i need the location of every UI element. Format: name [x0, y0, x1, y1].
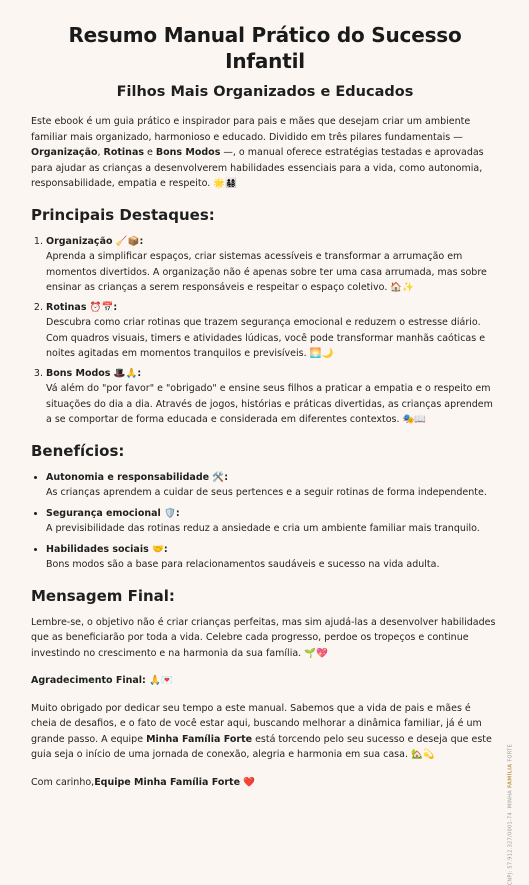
benefit-title: Autonomia e responsabilidade 🛠️: [46, 471, 228, 483]
benefits-list [31, 470, 499, 573]
intro-paragraph [31, 114, 499, 192]
brand-name: Minha Família Forte [146, 733, 253, 745]
benefit-description: Bons modos são a base para relacionamentos saudáveis e sucesso na vida adulta. [46, 559, 440, 570]
intro-separator: , [97, 147, 104, 158]
sidebar-watermark [507, 744, 513, 885]
highlights-heading: Principais Destaques: [31, 205, 215, 224]
thanks-heading: Agradecimento Final: 🙏💌 [31, 675, 173, 686]
intro-text: —, o manual oferece estratégias testadas e aprovadas para ajudar as crianças a desenvolverem habilidades essenciais para a vida, como autonomia, responsabilidade, empatia e respeito. 🌟👨‍👩‍👧‍👦 [31, 147, 484, 189]
highlight-description: Descubra como criar rotinas que trazem segurança emocional e reduzem o estresse diário. Com quadros visuais, timers e atividades lúdicas, você pode transformar manhãs caóticas e noites agitadas em momentos tranquilos e previsíveis. 🌅🌙 [46, 317, 486, 359]
intro-text: Este ebook é um guia prático e inspirador para pais e mães que desejam criar um ambiente familiar mais organizado, harmonioso e educado. Dividido em três pilares fundamentais — [31, 116, 471, 143]
intro-separator: e [144, 147, 156, 158]
final-message-paragraph: Lembre-se, o objetivo não é criar crianças perfeitas, mas sim ajudá-las a desenvolver habilidades que as beneficiarão por toda a vida. Celebre cada progresso, perdoe os tropeços e continue investindo no crescimento e na harmonia da sua família. 🌱💖 [31, 616, 496, 659]
sidebar-brand: MINHA [507, 788, 513, 809]
thanks-text: Muito obrigado por dedicar seu tempo a este manual. Sabemos que a vida de pais e mães é cheia de desafios, e o fato de você estar aqui, buscando melhorar a dinâmica familiar, já é um grande passo. A equipe [31, 702, 482, 745]
sidebar-brand: FORTE [507, 744, 513, 764]
benefit-item [46, 470, 499, 501]
benefits-heading: Benefícios: [31, 441, 125, 460]
highlight-title: Organização 🧹📦: [46, 235, 144, 247]
highlights-list [31, 234, 499, 428]
document-subtitle: Filhos Mais Organizados e Educados [116, 84, 414, 100]
benefit-item [46, 506, 499, 537]
intro-pillar-bons-modos: Bons Modos [155, 147, 221, 158]
benefit-description: A previsibilidade das rotinas reduz a ansiedade e cria um ambiente familiar mais tranquilo. [46, 523, 480, 534]
sidebar-brand-accent: FAMÍLIA [507, 763, 513, 789]
highlight-item [46, 366, 499, 428]
thanks-text: está torcendo pelo seu sucesso e deseja que este guia seja o início de uma jornada de conexão, alegria e harmonia em sua casa. 🏡💫 [31, 733, 492, 760]
highlight-description: Aprenda a simplificar espaços, criar sistemas acessíveis e transformar a arrumação em momentos divertidos. A organização não é apenas sobre ter uma casa arrumada, mas sobre ensinar as crianças a serem responsáveis e respeitar o espaço coletivo. 🏠✨ [46, 251, 487, 293]
intro-pillar-organizacao: Organização [31, 147, 98, 158]
document-title: Resumo Manual Prático do Sucesso Infantil [68, 23, 462, 73]
highlight-title: Rotinas ⏰📅: [46, 301, 118, 313]
final-message-heading: Mensagem Final: [31, 586, 175, 605]
highlight-item [46, 234, 499, 296]
thanks-paragraph [31, 701, 499, 763]
signoff [31, 775, 499, 791]
benefit-description: As crianças aprendem a cuidar de seus pertences e a seguir rotinas de forma independente. [46, 487, 487, 498]
highlight-item [46, 300, 499, 362]
highlight-title: Bons Modos 🎩🙏: [46, 367, 142, 379]
benefit-title: Habilidades sociais 🤝: [46, 543, 168, 555]
highlight-description: Vá além do "por favor" e "obrigado" e ensine seus filhos a praticar a empatia e o respeito em situações do dia a dia. Através de jogos, histórias e práticas divertidas, as crianças aprendem a se comportar de forma educada e considerada em diferentes contextos. 🎭📖 [46, 383, 493, 425]
cnpj-text: CNPJ: 57.912.327/0001-74 [507, 812, 513, 885]
benefit-item [46, 542, 499, 573]
intro-pillar-rotinas: Rotinas [103, 147, 145, 158]
signoff-text: Com carinho, [31, 776, 95, 788]
signoff-team: Equipe Minha Família Forte ❤️ [94, 776, 256, 788]
benefit-title: Segurança emocional 🛡️: [46, 507, 180, 519]
